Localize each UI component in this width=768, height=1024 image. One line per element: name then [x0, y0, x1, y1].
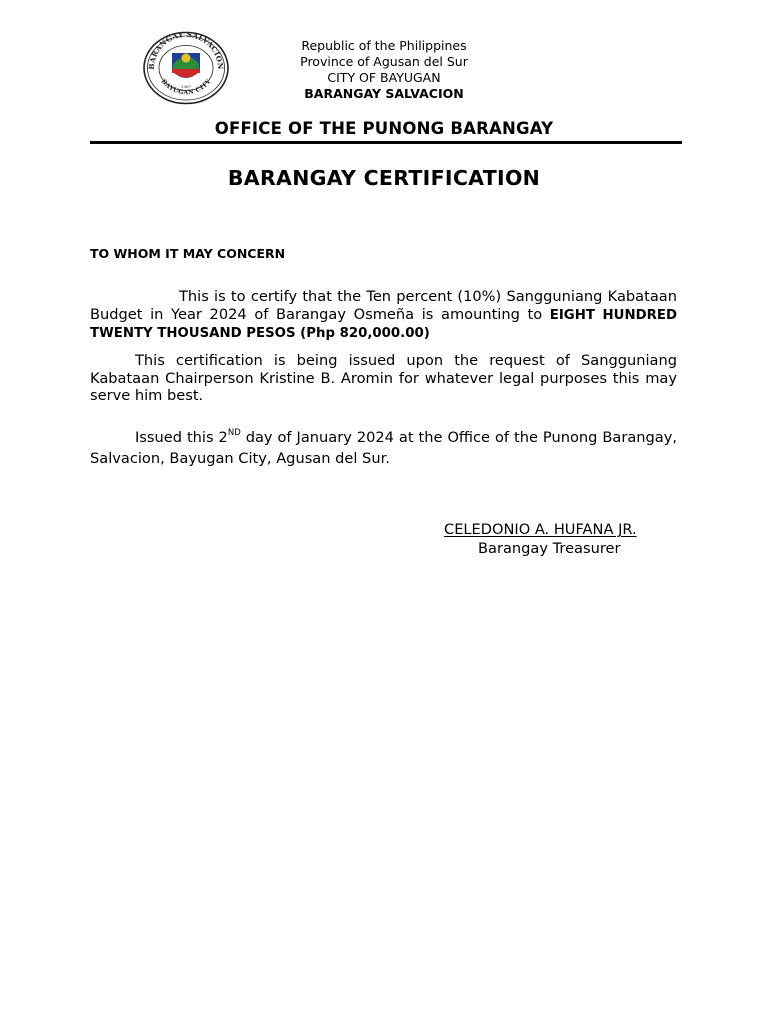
document-title: BARANGAY CERTIFICATION [227, 166, 541, 190]
issuance-text-before: Issued this 2 [135, 429, 228, 446]
issuance-paragraph [90, 429, 677, 467]
header-barangay: BARANGAY SALVACION [304, 86, 464, 101]
header-divider [90, 141, 682, 144]
issuance-text-after: day of January 2024 at the Office of the Punong Barangay, Salvacion, Bayugan City, Agusan del Sur. [90, 429, 677, 467]
barangay-seal-logo [142, 31, 230, 105]
header-country: Republic of the Philippines [301, 38, 467, 53]
certification-paragraph [90, 288, 677, 343]
request-paragraph: This certification is being issued upon the request of Sangguniang Kabataan Chairperson Kristine B. Aromin for whatever legal purposes this may serve him best. [90, 352, 677, 404]
header-city: CITY OF BAYUGAN [327, 70, 441, 85]
office-heading: OFFICE OF THE PUNONG BARANGAY [214, 119, 554, 138]
svg-text:1967: 1967 [180, 84, 192, 89]
signatory-position: Barangay Treasurer [478, 540, 621, 557]
budget-amount: EIGHT HUNDRED TWENTY THOUSAND PESOS (Php 820,000.00) [90, 307, 677, 341]
svg-text:BAYUGAN CITY: BAYUGAN CITY [159, 78, 213, 97]
certification-text: This is to certify that the Ten percent (10%) Sangguniang Kabataan Budget in Year 2024 of Barangay Osmeña is amounting to [90, 288, 677, 323]
svg-text:BARANGAY SALVACION: BARANGAY SALVACION [146, 31, 226, 70]
signatory-name: CELEDONIO A. HUFANA JR. [444, 521, 637, 538]
ordinal-suffix: ND [227, 428, 241, 438]
salutation: TO WHOM IT MAY CONCERN [90, 246, 286, 261]
document-header [270, 38, 498, 102]
header-province: Province of Agusan del Sur [300, 54, 468, 69]
